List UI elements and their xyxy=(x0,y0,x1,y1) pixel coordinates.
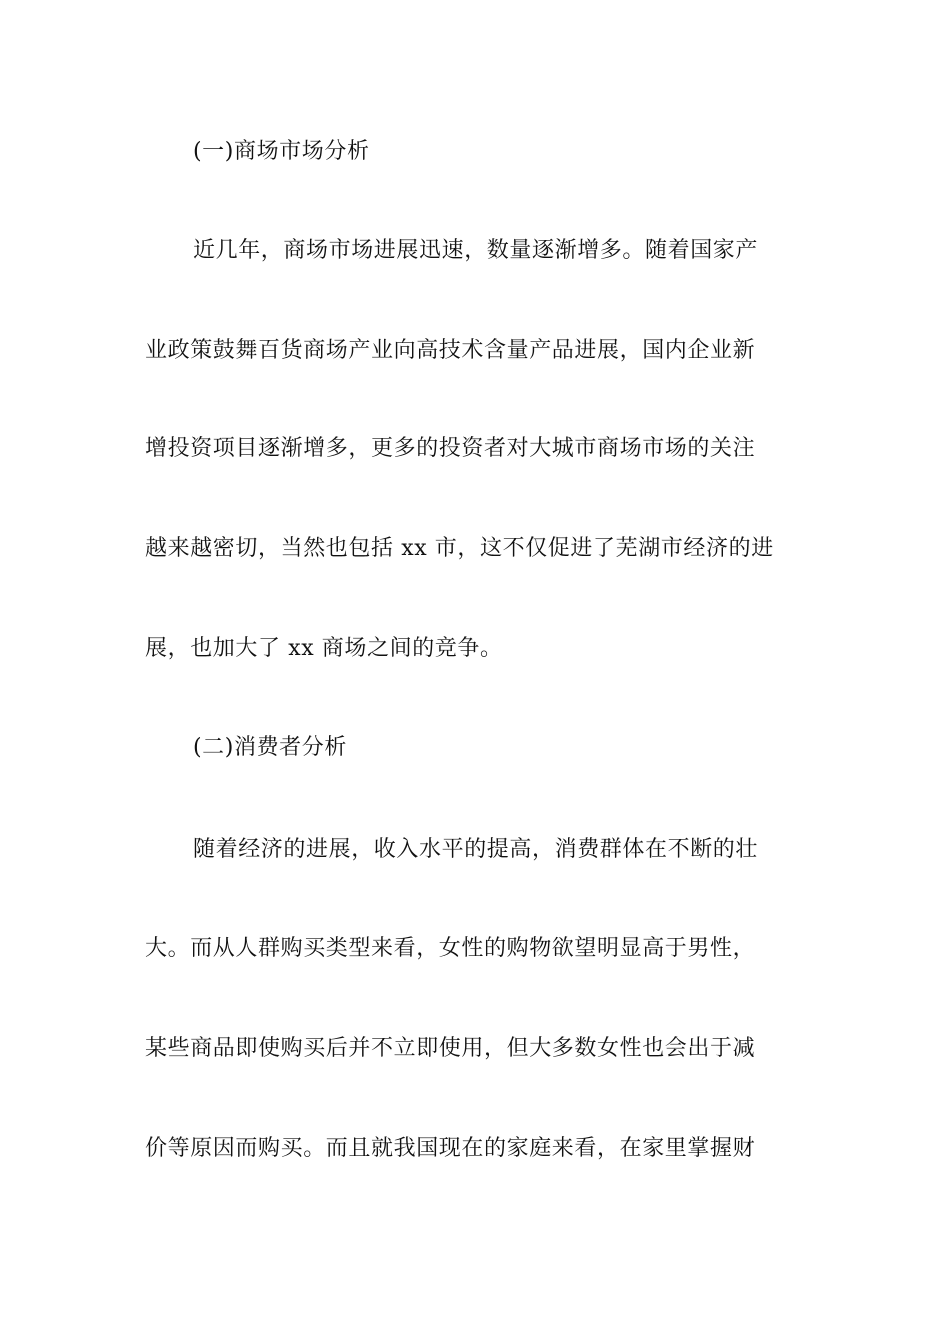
paragraph-line: 大。而从人群购买类型来看，女性的购物欲望明显高于男性， xyxy=(145,936,756,961)
paragraph-line: 近几年，商场市场进展迅速，数量逐渐增多。随着国家产 xyxy=(193,238,759,263)
paragraph-line: 越来越密切，当然也包括 xx 市，这不仅促进了芜湖市经济的进 xyxy=(145,536,774,561)
section-heading-market-analysis: (一)商场市场分析 xyxy=(193,139,370,164)
section-heading-consumer-analysis: (二)消费者分析 xyxy=(193,735,347,760)
paragraph-line: 业政策鼓舞百货商场产业向高技术含量产品进展，国内企业新 xyxy=(145,338,756,363)
paragraph-line: 某些商品即使购买后并不立即使用，但大多数女性也会出于减 xyxy=(145,1036,756,1061)
paragraph-line: 价等原因而购买。而且就我国现在的家庭来看，在家里掌握财 xyxy=(145,1136,756,1161)
paragraph-line: 增投资项目逐渐增多，更多的投资者对大城市商场市场的关注 xyxy=(145,436,756,461)
paragraph-line: 展，也加大了 xx 商场之间的竞争。 xyxy=(145,636,503,661)
paragraph-line: 随着经济的进展，收入水平的提高，消费群体在不断的壮 xyxy=(193,837,759,862)
